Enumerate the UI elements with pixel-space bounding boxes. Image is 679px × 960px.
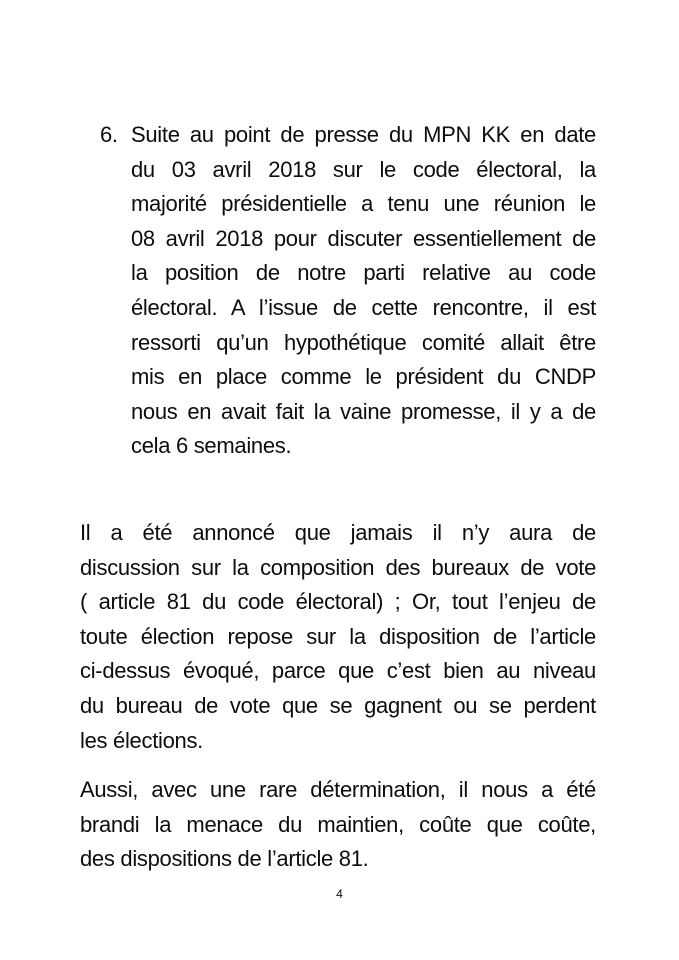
page-number: 4 [336,887,343,901]
paragraph-article-81 [80,773,596,877]
text-line: majorité présidentielle a tenu une réunion le [131,191,596,217]
text-line: toute élection repose sur la disposition de l’article [80,623,596,649]
text-line: mis en place comme le président du CNDP [131,364,596,390]
text-line: Il a été annoncé que jamais il n’y aura de [80,520,596,545]
text-line: 08 avril 2018 pour discuter essentiellement de [131,225,596,251]
text-line: discussion sur la composition des bureaux de vote [80,554,596,580]
list-item-text [131,118,596,464]
list-item-6 [100,118,596,464]
text-line: la position de notre parti relative au code [131,260,596,286]
list-item-number: 6. [100,122,118,147]
text-line: nous en avait fait la vaine promesse, il y a de [131,398,596,424]
text-line: du bureau de vote que se gagnent ou se perdent [80,692,596,718]
text-line: ci-dessus évoqué, parce que c’est bien au niveau [80,658,596,684]
text-line: Suite au point de presse du MPN KK en date [131,122,596,147]
text-line: des dispositions de l’article 81. [80,846,369,872]
text-line: Aussi, avec une rare détermination, il nous a été [80,777,596,802]
text-line: cela 6 semaines. [131,433,292,459]
text-line: ressorti qu’un hypothétique comité allait être [131,329,596,355]
text-line: brandi la menace du maintien, coûte que coûte, [80,811,596,837]
text-line: du 03 avril 2018 sur le code électoral, la [131,156,596,182]
text-line: les élections. [80,727,203,753]
text-line: électoral. A l’issue de cette rencontre, il est [131,294,596,320]
paragraph-bureaux-de-vote [80,516,596,758]
text-line: ( article 81 du code électoral) ; Or, tout l’enjeu de [80,589,596,615]
